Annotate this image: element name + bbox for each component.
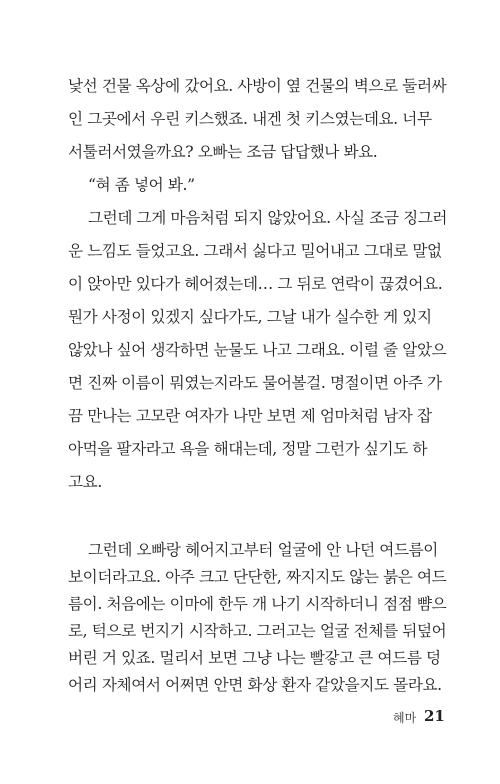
text-line: 이 앉아만 있다가 헤어졌는데… 그 뒤로 연락이 끊겼어요. (68, 275, 443, 293)
text-line: 그런데 그게 마음처럼 되지 않았어요. 사실 조금 징그러 (88, 209, 448, 227)
text-line: 그런데 오빠랑 헤어지고부터 얼굴에 안 나던 여드름이 (88, 541, 438, 559)
text-line: 인 그곳에서 우린 키스했죠. 내겐 첫 키스였는데요. 너무 (68, 110, 432, 128)
text-line: 름이. 처음에는 이마에 한두 개 나기 시작하더니 점점 뺨으 (68, 595, 447, 613)
text-line: 서툴러서였을까요? 오빠는 조금 답답했나 봐요. (68, 143, 378, 161)
text-line: 뭔가 사정이 있겠지 싶다가도, 그날 내가 실수한 게 있지 (68, 308, 432, 326)
page-number: 21 (424, 707, 445, 725)
text-line: 고요. (68, 473, 102, 491)
text-line: 끔 만나는 고모란 여자가 나만 보면 제 엄마처럼 남자 잡 (68, 407, 432, 425)
running-head: 혜마 (393, 711, 417, 725)
text-line: 보이더라고요. 아주 크고 단단한, 짜지지도 않는 붉은 여드 (68, 568, 447, 586)
text-line: 어리 자체여서 어쩌면 안면 화상 환자 같았을지도 몰라요. (68, 676, 442, 694)
text-line: 버린 거 있죠. 멀리서 보면 그냥 나는 빨갛고 큰 여드름 덩 (68, 649, 441, 667)
text-line: 않았나 싶어 생각하면 눈물도 나고 그래요. 이럴 줄 알았으 (68, 341, 447, 359)
text-line: 아먹을 팔자라고 욕을 해대는데, 정말 그런가 싶기도 하 (68, 440, 428, 458)
text-line: 운 느낌도 들었고요. 그래서 싫다고 밀어내고 그대로 말없 (68, 242, 442, 260)
text-line: “혀 좀 넣어 봐.” (88, 176, 195, 194)
text-line: 낯선 건물 옥상에 갔어요. 사방이 옆 건물의 벽으로 둘러싸 (68, 77, 447, 95)
text-line: 면 진짜 이름이 뭐였는지라도 물어볼걸. 명절이면 아주 가 (68, 374, 442, 392)
text-line: 로, 턱으로 번지기 시작하고. 그러고는 얼굴 전체를 뒤덮어 (68, 622, 447, 640)
